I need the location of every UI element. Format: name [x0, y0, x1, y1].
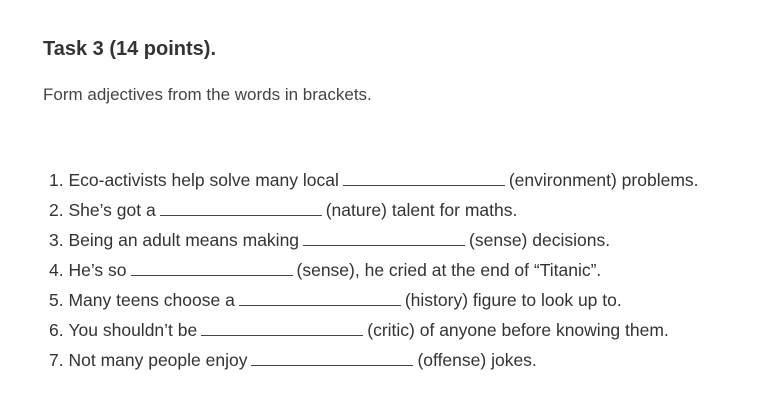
item-text-before: Eco-activists help solve many local	[68, 170, 339, 190]
item-text-after: (history) figure to look up to.	[404, 290, 622, 310]
item-text-after: (sense), he cried at the end of “Titanic”.	[296, 260, 602, 280]
exercise-item-2	[49, 197, 699, 227]
item-number: 4.	[49, 260, 69, 280]
task-title: Task 3 (14 points).	[43, 38, 217, 60]
exercise-item-6	[49, 317, 699, 347]
item-number: 6.	[49, 320, 69, 340]
item-text-before: You shouldn’t be	[68, 320, 198, 340]
item-text-before: She’s got a	[68, 200, 156, 220]
answer-blank	[303, 231, 465, 246]
answer-blank	[251, 351, 413, 366]
item-number: 2.	[49, 200, 69, 220]
item-text-after: (sense) decisions.	[469, 230, 611, 250]
item-number: 5.	[49, 290, 69, 310]
item-text-after: (critic) of anyone before knowing them.	[367, 320, 669, 340]
item-text-after: (offense) jokes.	[417, 350, 537, 370]
item-text-before: Not many people enjoy	[68, 350, 248, 370]
exercise-item-4	[49, 257, 699, 287]
answer-blank	[160, 201, 322, 216]
exercise-item-5	[49, 287, 699, 317]
item-number: 1.	[49, 170, 69, 190]
exercise-item-7	[49, 347, 699, 377]
item-number: 3.	[49, 230, 69, 250]
item-text-after: (nature) talent for maths.	[325, 200, 518, 220]
item-text-before: He’s so	[68, 260, 127, 280]
item-text-before: Many teens choose a	[68, 290, 235, 310]
exercise-item-1	[49, 167, 699, 197]
item-text-before: Being an adult means making	[68, 230, 300, 250]
answer-blank	[239, 291, 401, 306]
answer-blank	[131, 261, 293, 276]
answer-blank	[201, 321, 363, 336]
item-text-after: (environment) problems.	[508, 170, 699, 190]
exercise-item-3	[49, 227, 699, 257]
item-number: 7.	[49, 350, 69, 370]
exercise-list	[49, 167, 699, 377]
answer-blank	[343, 171, 505, 186]
task-instruction: Form adjectives from the words in brackets.	[43, 85, 372, 104]
